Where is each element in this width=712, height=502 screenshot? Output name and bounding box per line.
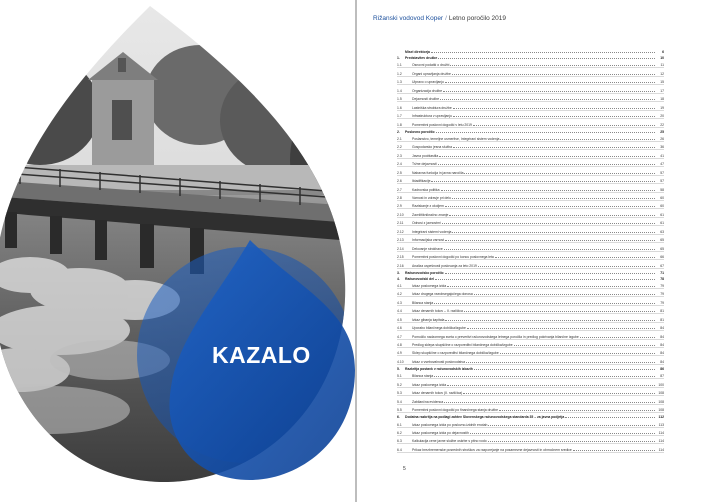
toc-leader-dots [474, 368, 655, 370]
toc-entry-page: 87 [660, 374, 664, 379]
toc-entry-title: Pomembni poslovni dogodki po koncu poslovnega leta [412, 255, 494, 260]
toc-entry[interactable] [397, 252, 664, 260]
toc-entry-title: Izkaz denarnih tokov – II. različica [412, 309, 463, 314]
toc-entry[interactable] [397, 235, 664, 243]
toc-entry-page: 114 [658, 430, 664, 435]
toc-entry-title: Raziskanje z okoljem [412, 204, 444, 209]
toc-entry-page: 100 [658, 382, 664, 387]
toc-entry[interactable] [397, 209, 664, 217]
toc-entry-title: Bilanca stanja [412, 374, 434, 379]
toc-leader-dots [445, 239, 655, 241]
toc-leader-dots [436, 131, 655, 133]
toc-entry-page: 108 [658, 399, 664, 404]
toc-entry-number: 5.1 [397, 374, 402, 379]
toc-entry[interactable] [397, 297, 664, 305]
toc-entry-title: Nabavna funkcija in javna naročila [412, 170, 464, 175]
toc-leader-dots [453, 115, 655, 117]
toc-leader-dots [453, 107, 655, 109]
toc-entry[interactable] [397, 68, 664, 76]
toc-entry[interactable] [397, 218, 664, 226]
toc-entry-title: Poslanstvo, temeljne usmeritve, Integrirani sistem vodenja [412, 136, 500, 141]
toc-entry[interactable] [397, 314, 664, 322]
toc-entry-page: 79 [660, 292, 664, 297]
toc-entry[interactable] [397, 281, 664, 289]
toc-entry-number: 4.7 [397, 334, 402, 339]
toc-entry-number: 1.1 [397, 63, 402, 68]
toc-entry-number: 4.10 [397, 359, 404, 364]
toc-leader-dots [565, 416, 655, 418]
toc-entry-title: Osnovni podatki o družbi [412, 63, 450, 68]
toc-entry-number: 5.5 [397, 408, 402, 413]
toc-entry-page: 81 [660, 309, 664, 314]
toc-entry-title: Izkaz poslovnega izida [412, 382, 447, 387]
toc-entry-page: 36 [660, 145, 664, 150]
toc-entry[interactable] [397, 348, 664, 356]
header-separator: / [445, 15, 447, 22]
toc-entry-page: 12 [660, 71, 664, 76]
toc-entry-page: 79 [660, 300, 664, 305]
toc-entry-title: Organizacija družbe [412, 88, 443, 93]
toc-leader-dots [434, 375, 655, 377]
toc-entry-number: 2.8 [397, 196, 402, 200]
toc-entry-title: Izkaz denarnih tokov (II. različica) [412, 391, 463, 396]
toc-entry-number: 2.16 [397, 263, 404, 268]
toc-entry-number: 4.1 [397, 283, 402, 288]
toc-entry-number: 1.5 [397, 97, 402, 102]
toc-entry[interactable] [397, 134, 664, 142]
toc-entry-title: Uporabo bilančnega dobička/izgube [412, 326, 466, 331]
toc-entry-number: 4.5 [397, 317, 402, 322]
toc-entry-page: 65 [660, 238, 664, 243]
toc-leader-dots [447, 285, 655, 287]
toc-leader-dots [499, 409, 655, 411]
toc-entry-number: 4.4 [397, 309, 402, 314]
toc-entry[interactable] [397, 159, 664, 167]
toc-entry[interactable] [397, 379, 664, 387]
toc-entry[interactable] [397, 260, 664, 268]
toc-entry-title: Izkaz gibanja kapitala [412, 317, 445, 322]
toc-entry[interactable] [397, 323, 664, 331]
toc-entry-number: 2.14 [397, 246, 404, 251]
toc-entry-title: Varnost in zdravje pri delu [412, 196, 451, 200]
toc-leader-dots [447, 384, 655, 386]
toc-entry-number: 1.7 [397, 114, 402, 119]
toc-entry[interactable] [397, 77, 664, 85]
toc-leader-dots [470, 432, 655, 434]
toc-leader-dots [466, 361, 655, 363]
toc-leader-dots [464, 310, 655, 312]
toc-leader-dots [573, 449, 655, 451]
toc-entry-page: 81 [660, 317, 664, 322]
toc-leader-dots [467, 327, 655, 329]
toc-entry-page: 57 [660, 179, 664, 184]
toc-entry-number: 6.4 [397, 447, 402, 452]
toc-entry-title: Misel direktorja [405, 50, 430, 54]
toc-entry-number: 5.4 [397, 399, 402, 404]
toc-entry[interactable] [397, 184, 664, 192]
toc-entry-number: 4. [397, 276, 400, 281]
toc-entry-number: 2.3 [397, 153, 402, 158]
cover-title: KAZALO [212, 342, 311, 368]
toc-entry-title: Prikaz brezbremenske posrednih stroškov za razporejanje na posamezne dejavnosti in območnem sredice [412, 447, 572, 452]
toc-entry-page: 22 [660, 122, 664, 127]
toc-leader-dots [453, 146, 655, 148]
toc-entry-number: 2. [397, 129, 400, 134]
toc-entry-number: 1.8 [397, 122, 402, 127]
toc-entry-number: 2.4 [397, 162, 402, 167]
toc-entry-number: 6.2 [397, 430, 402, 435]
toc-leader-dots [474, 293, 655, 295]
toc-entry-number: 2.9 [397, 204, 402, 209]
toc-entry-title: Kalkulacija cene javne službe oskrbe s pitno vodo [412, 439, 487, 444]
toc-entry-number: 1.2 [397, 71, 402, 76]
toc-leader-dots [464, 172, 655, 174]
toc-entry[interactable] [397, 102, 664, 110]
toc-entry-number: 4.3 [397, 300, 402, 305]
toc-entry-title: Analiza uspešnosti poslovanja za leto 2019 [412, 263, 477, 268]
toc-entry-number: 6. [397, 415, 400, 420]
toc-page [357, 0, 712, 502]
toc-entry-title: Poslovno poročilo [405, 129, 435, 134]
toc-leader-dots [445, 205, 655, 207]
toc-leader-dots [439, 155, 655, 157]
toc-leader-dots [434, 302, 655, 304]
toc-entry-page: 114 [658, 439, 664, 444]
toc-entry-number: 4.6 [397, 326, 402, 331]
toc-entry[interactable] [397, 243, 664, 251]
toc-entry[interactable] [397, 111, 664, 119]
toc-leader-dots [495, 256, 655, 258]
toc-entry-page: 25 [660, 129, 664, 134]
toc-entry[interactable] [397, 167, 664, 175]
toc-entry-title: Predstavitev družbe [405, 56, 438, 60]
toc-entry-title: Dodatna razkritja na podlagi zahtev Slovenskega računovodskega standarda 35 – za javna podjetja [405, 415, 565, 420]
toc-entry-number: 2.6 [397, 179, 402, 184]
toc-entry-page: 57 [660, 170, 664, 175]
toc-entry-page: 61 [660, 221, 664, 226]
toc-entry-number: 6.1 [397, 422, 402, 427]
toc-entry-page: 61 [660, 212, 664, 217]
toc-entry-number: 3. [397, 270, 400, 275]
toc-leader-dots [443, 90, 655, 92]
toc-entry-title: Računovodski del [405, 276, 435, 281]
toc-entry-title: Integrirani sistemi vodenja [412, 229, 452, 234]
toc-entry-title: Sklep skupščine o razporeditvi bilančnega dobička/izgube [412, 351, 499, 356]
toc-entry[interactable] [397, 356, 664, 364]
toc-entry-page: 66 [660, 255, 664, 260]
toc-leader-dots [438, 163, 655, 165]
toc-entry-title: Izkaz poslovnega izida po poslovno-izidnih enotah [412, 422, 488, 427]
toc-entry[interactable] [397, 419, 664, 427]
toc-entry[interactable] [397, 60, 664, 68]
toc-entry-page: 79 [660, 283, 664, 288]
table-of-contents [397, 48, 664, 453]
toc-leader-dots [463, 392, 655, 394]
toc-entry-title: Pomočilo nadzornega sveta o preveritvi računovodskega letnega poročila in predlog pokrivanja bilančne izgube [412, 334, 579, 339]
toc-entry-page: 84 [660, 343, 664, 347]
toc-entry[interactable] [397, 193, 664, 201]
toc-entry-number: 5.2 [397, 382, 402, 387]
toc-leader-dots [514, 344, 655, 346]
toc-leader-dots [445, 272, 655, 274]
toc-leader-dots [438, 57, 655, 59]
toc-leader-dots [431, 51, 655, 53]
toc-entry-title: Izkaz poslovnega izida [412, 283, 447, 288]
toc-entry-title: Dejavnosti družbe [412, 97, 440, 102]
running-header [373, 15, 506, 22]
toc-leader-dots [450, 64, 655, 66]
toc-leader-dots [442, 222, 655, 224]
toc-entry-page: 10 [660, 56, 664, 60]
toc-entry[interactable] [397, 226, 664, 234]
toc-entry-title: Delovanje strokhave [412, 246, 443, 251]
toc-entry-page: 65 [660, 246, 664, 251]
toc-entry-page: 19 [660, 105, 664, 110]
toc-leader-dots [445, 81, 655, 83]
header-company: Rižanski vodovod Koper [373, 15, 444, 22]
toc-entry-number: 2.2 [397, 145, 402, 150]
toc-entry-page: 47 [660, 162, 664, 167]
toc-leader-dots [435, 278, 655, 280]
toc-entry-title: Zabilančna evidenca [412, 399, 444, 404]
toc-entry-number: 2.11 [397, 221, 404, 226]
toc-entry-page: 15 [660, 80, 664, 85]
toc-entry[interactable] [397, 331, 664, 339]
toc-entry[interactable] [397, 142, 664, 150]
toc-entry-page: 20 [660, 114, 664, 119]
toc-leader-dots [431, 180, 655, 182]
toc-entry-page: 67 [660, 263, 664, 268]
toc-entry-page: 84 [660, 359, 664, 364]
toc-entry-title: Lastniška struktura družbe [412, 105, 452, 110]
toc-entry-number: 6.3 [397, 439, 402, 444]
toc-entry-page: 71 [660, 270, 664, 275]
toc-leader-dots [580, 336, 655, 338]
toc-leader-dots [440, 98, 655, 100]
toc-entry-number: 4.8 [397, 343, 402, 347]
toc-entry[interactable] [397, 396, 664, 404]
toc-entry[interactable] [397, 436, 664, 444]
toc-entry-title: Razkritja postavk v računovodskih izkazih [405, 366, 473, 371]
toc-entry[interactable] [397, 306, 664, 314]
toc-entry-page: 11 [660, 63, 664, 68]
toc-entry-page: 6 [662, 50, 664, 54]
toc-entry-page: 60 [660, 204, 664, 209]
toc-entry-title: Izkaz drugega vseobsegajočega donosa [412, 292, 473, 297]
toc-entry-title: Izkaz o vsebovalnosti poslovodstva [412, 359, 465, 364]
toc-entry[interactable] [397, 201, 664, 209]
toc-entry[interactable] [397, 176, 664, 184]
toc-entry[interactable] [397, 340, 664, 348]
toc-entry-title: Zavržitiknikračno znanje [412, 212, 449, 217]
toc-entry-title: Odnosi z javnostmi [412, 221, 441, 226]
toc-entry-title: Pomembni poslovni dogodki v letu 2019 [412, 122, 472, 127]
toc-entry-page: 86 [660, 366, 664, 371]
toc-entry-number: 5.3 [397, 391, 402, 396]
toc-entry-number: 2.12 [397, 229, 404, 234]
toc-entry-number: 1. [397, 56, 400, 60]
toc-leader-dots [444, 401, 655, 403]
toc-entry[interactable] [397, 444, 664, 452]
toc-leader-dots [488, 440, 655, 442]
toc-entry[interactable] [397, 428, 664, 436]
toc-leader-dots [452, 231, 655, 233]
toc-entry-page: 58 [660, 187, 664, 192]
toc-entry-number: 2.10 [397, 212, 404, 217]
toc-entry-title: Predlog sklepa skupščine o razporeditvi bilančnega dobička/izgube [412, 343, 513, 347]
toc-entry-title: Informacijska varnost [412, 238, 445, 243]
toc-entry-number: 1.6 [397, 105, 402, 110]
toc-entry-number: 2.7 [397, 187, 402, 192]
toc-entry-page: 114 [658, 447, 664, 452]
toc-leader-dots [478, 265, 655, 267]
toc-entry-number: 5. [397, 366, 400, 371]
toc-entry[interactable] [397, 119, 664, 127]
toc-entry-page: 63 [660, 229, 664, 234]
toc-entry-page: 78 [660, 276, 664, 281]
toc-entry-page: 84 [660, 351, 664, 356]
toc-entry-number: 2.5 [397, 170, 402, 175]
toc-leader-dots [488, 424, 655, 426]
toc-entry-title: Iktadifikacije [412, 179, 431, 184]
toc-leader-dots [473, 124, 655, 126]
toc-entry-title: Računovodsko poročilo [405, 270, 444, 275]
toc-entry-title: Pomembni poslovni dogodki po finančnega stanja družbe [412, 408, 498, 413]
toc-entry-page: 26 [660, 136, 664, 141]
toc-entry[interactable] [397, 85, 664, 93]
toc-entry-page: 84 [660, 326, 664, 331]
toc-entry-title: Tržne dejavnosti [412, 162, 437, 167]
toc-entry-title: Izkaz poslovnega izida po dejavnostih [412, 430, 469, 435]
toc-entry-page: 60 [660, 196, 664, 200]
toc-entry-number: 1.3 [397, 80, 402, 85]
page-number: 5 [403, 466, 406, 472]
toc-leader-dots [452, 73, 655, 75]
toc-leader-dots [449, 214, 655, 216]
toc-entry-page: 108 [658, 391, 664, 396]
toc-entry-page: 108 [658, 408, 664, 413]
toc-entry-page: 18 [660, 97, 664, 102]
header-report: Letno poročilo 2019 [448, 15, 507, 22]
toc-leader-dots [445, 319, 655, 321]
toc-entry-number: 2.13 [397, 238, 404, 243]
toc-entry-title: Infrastruktura v upravljanju [412, 114, 452, 119]
toc-leader-dots [452, 197, 655, 199]
toc-entry-page: 17 [660, 88, 664, 93]
toc-entry-title: Organi upravljanja družbe [412, 71, 451, 76]
toc-entry[interactable] [397, 94, 664, 102]
toc-leader-dots [500, 138, 655, 140]
toc-entry-title: Javna pooblastila [412, 153, 439, 158]
toc-entry-page: 41 [660, 153, 664, 158]
toc-entry-number: 2.15 [397, 255, 404, 260]
toc-entry-title: Bilanca stanja [412, 300, 434, 305]
toc-entry-title: Kadrovska politika [412, 187, 440, 192]
toc-entry-page: 113 [658, 422, 664, 427]
toc-entry[interactable] [397, 289, 664, 297]
toc-entry[interactable] [397, 150, 664, 158]
toc-entry-title: Ulpravo o upravljanju [412, 80, 444, 85]
toc-entry[interactable] [397, 388, 664, 396]
toc-entry-title: Gospodarsko jesna služba [412, 145, 452, 150]
cover-page [0, 0, 355, 502]
toc-entry-number: 4.2 [397, 292, 402, 297]
toc-entry-number: 1.4 [397, 88, 402, 93]
toc-entry[interactable] [397, 371, 664, 379]
toc-leader-dots [500, 352, 655, 354]
toc-leader-dots [441, 189, 655, 191]
toc-leader-dots [444, 248, 655, 250]
toc-entry-number: 2.1 [397, 136, 402, 141]
toc-entry-page: 112 [658, 415, 664, 420]
cover-photo-drop [0, 0, 355, 502]
toc-entry-number: 4.9 [397, 351, 402, 356]
toc-entry[interactable] [397, 405, 664, 413]
toc-entry-page: 84 [660, 334, 664, 339]
